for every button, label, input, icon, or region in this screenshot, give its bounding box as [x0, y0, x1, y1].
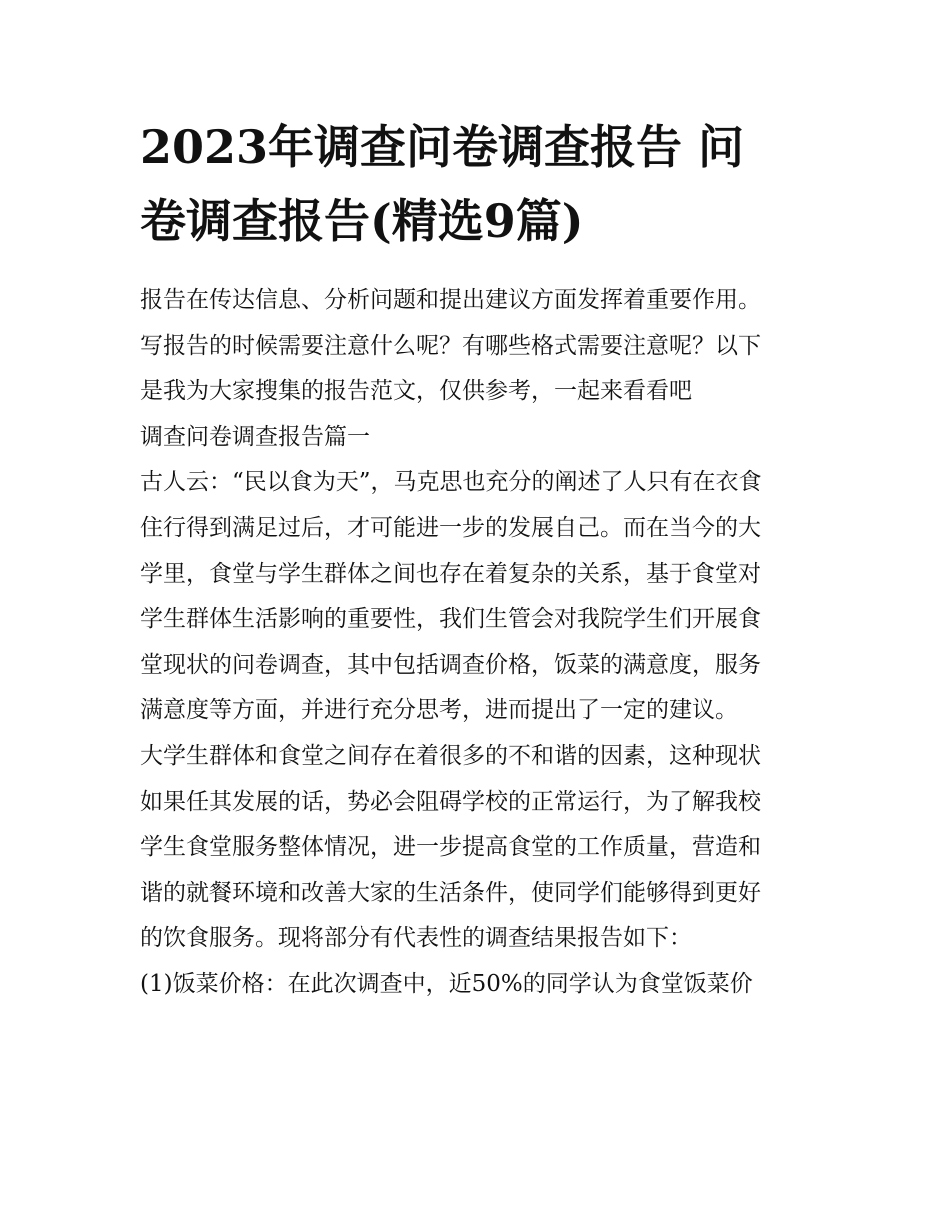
document-body — [140, 278, 820, 1008]
section-heading: 调查问卷调查报告篇一 — [140, 423, 370, 450]
paragraph-line: 学生群体生活影响的重要性，我们生管会对我院学生们开展食 — [140, 606, 761, 633]
paragraph-line: 的饮食服务。现将部分有代表性的调查结果报告如下： — [140, 925, 692, 952]
intro-line: 是我为大家搜集的报告范文，仅供参考，一起来看看吧 — [140, 378, 692, 405]
paragraph-line: 堂现状的问卷调查，其中包括调查价格，饭菜的满意度，服务 — [140, 651, 761, 678]
paragraph-line: 谐的就餐环境和改善大家的生活条件，使同学们能够得到更好 — [140, 879, 761, 906]
paragraph-line: 如果任其发展的话，势必会阻碍学校的正常运行，为了解我校 — [140, 788, 761, 815]
title-line: 卷调查报告(精选9篇) — [140, 194, 584, 248]
intro-line: 写报告的时候需要注意什么呢？有哪些格式需要注意呢？以下 — [140, 332, 761, 359]
paragraph-line: (1)饭菜价格：在此次调查中，近50%的同学认为食堂饭菜价 — [140, 970, 753, 997]
paragraph-line: 古人云：“民以食为天”，马克思也充分的阐述了人只有在衣食 — [140, 469, 762, 496]
paragraph-line: 学里，食堂与学生群体之间也存在着复杂的关系，基于食堂对 — [140, 560, 761, 587]
paragraph-line: 大学生群体和食堂之间存在着很多的不和谐的因素，这种现状 — [140, 742, 761, 769]
intro-line: 报告在传达信息、分析问题和提出建议方面发挥着重要作用。 — [140, 287, 761, 313]
paragraph-line: 住行得到满足过后，才可能进一步的发展自己。而在当今的大 — [140, 514, 761, 541]
paragraph-line: 学生食堂服务整体情况，进一步提高食堂的工作质量，营造和 — [140, 834, 761, 861]
document-title — [140, 110, 820, 258]
title-line: 2023年调查问卷调查报告 问 — [140, 120, 745, 174]
paragraph-line: 满意度等方面，并进行充分思考，进而提出了一定的建议。 — [140, 697, 738, 724]
